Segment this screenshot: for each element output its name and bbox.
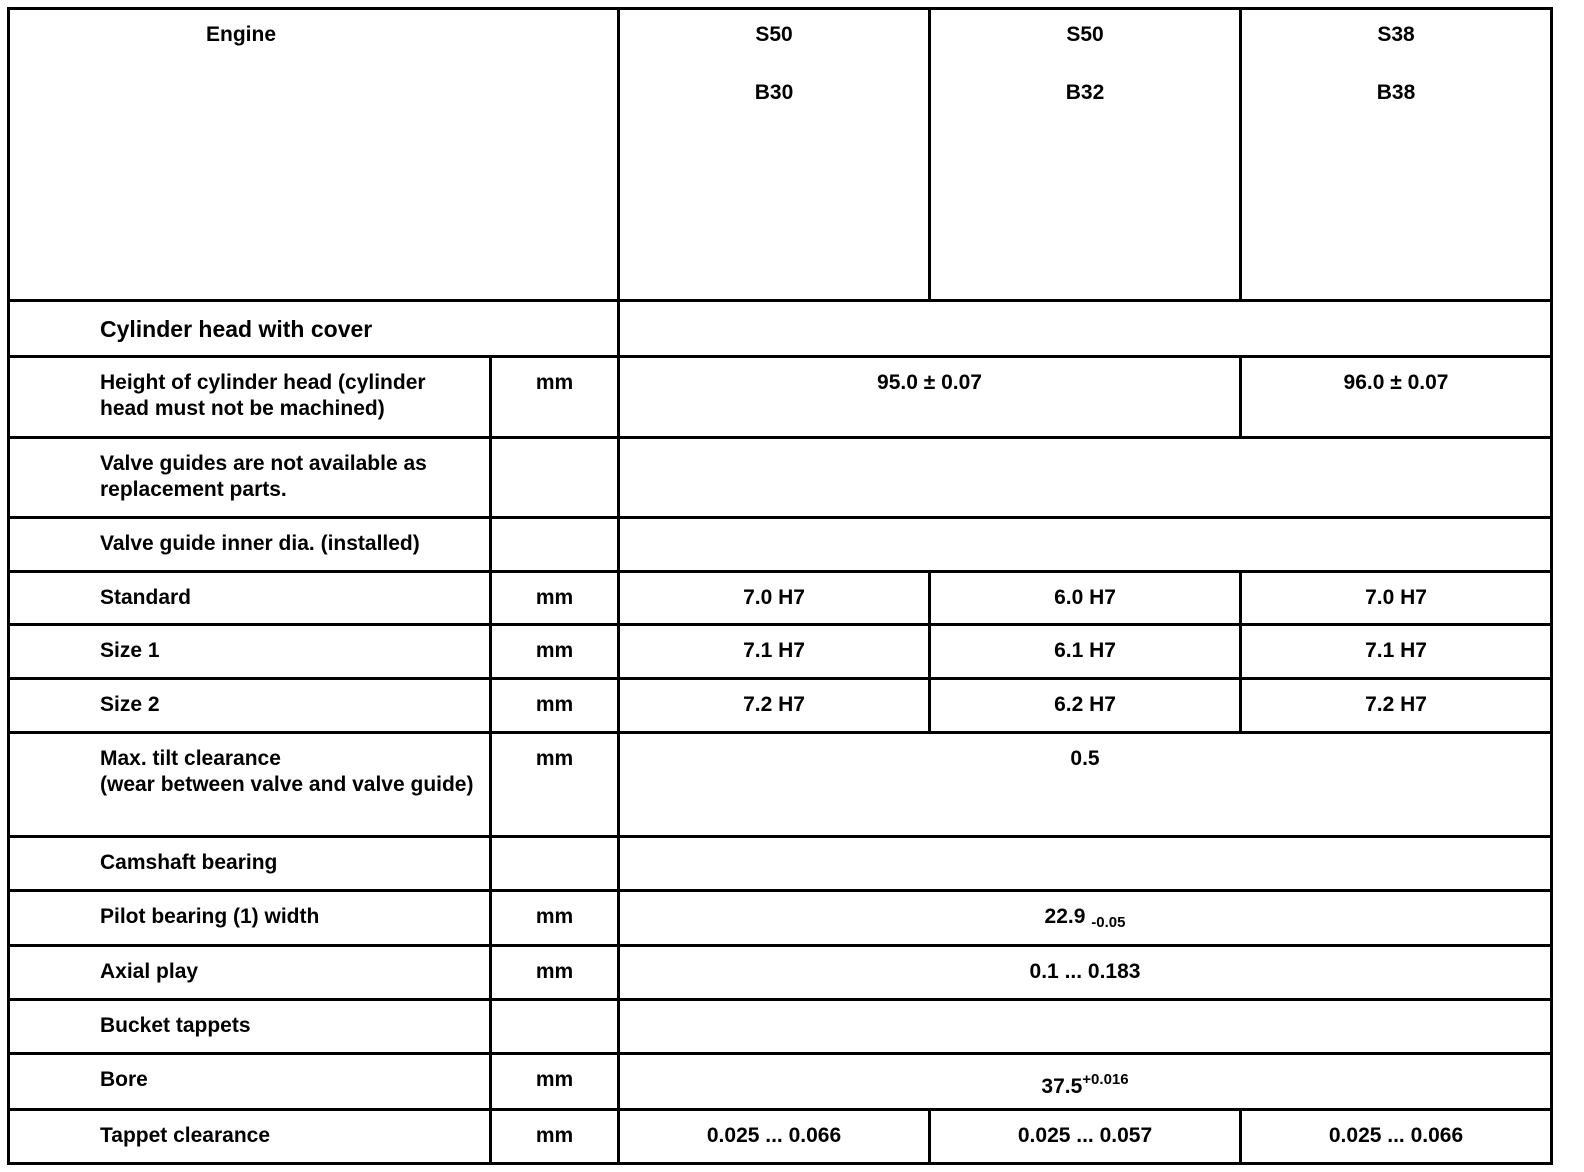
param-label: Bucket tappets [9,1000,491,1054]
value-cell: 7.0 H7 [619,572,930,625]
unit-cell: mm [491,679,619,733]
param-label: Valve guides are not available as replacement parts. [9,438,491,518]
param-label: Camshaft bearing [9,837,491,891]
value-cell: 7.2 H7 [619,679,930,733]
param-label: Height of cylinder head (cylinder head must not be machined) [9,357,491,438]
empty-cell [619,438,1552,518]
param-label-line: (wear between valve and valve guide) [100,773,474,796]
table-row [9,891,1552,946]
empty-cell [619,518,1552,572]
empty-cell [491,438,619,518]
value-cell: 95.0 ± 0.07 [619,357,1241,438]
value-cell: 7.0 H7 [1241,572,1552,625]
value-cell: 7.2 H7 [1241,679,1552,733]
value-cell: 6.0 H7 [930,572,1241,625]
engine-col-s38-b38 [1241,9,1552,301]
tolerance-superscript: +0.016 [1082,1071,1129,1088]
table-row [9,572,1552,625]
unit-cell: mm [491,625,619,679]
value-cell: 0.1 ... 0.183 [619,946,1552,1000]
param-label: Bore [9,1054,491,1110]
table-row [9,518,1552,572]
param-label: Size 1 [9,625,491,679]
value-cell: 6.1 H7 [930,625,1241,679]
empty-cell [491,837,619,891]
table-row [9,1110,1552,1164]
value-main: 37.5 [1041,1075,1083,1098]
table-row [9,733,1552,837]
tolerance-subscript: -0.05 [1091,914,1126,931]
table-row [9,679,1552,733]
table-row [9,625,1552,679]
value-cell: 0.025 ... 0.066 [619,1110,930,1164]
engine-variant: B30 [754,81,794,104]
engine-code: S50 [1066,23,1104,46]
param-label: Size 2 [9,679,491,733]
value-cell [619,891,1552,946]
value-cell: 0.025 ... 0.066 [1241,1110,1552,1164]
value-cell: 0.5 [619,733,1552,837]
table-row [9,946,1552,1000]
unit-cell: mm [491,1110,619,1164]
value-cell: 0.025 ... 0.057 [930,1110,1241,1164]
engine-code: S38 [1377,23,1415,46]
engine-code: S50 [755,23,793,46]
param-label: Standard [9,572,491,625]
value-cell: 7.1 H7 [619,625,930,679]
unit-cell: mm [491,891,619,946]
empty-cell [491,518,619,572]
table-row [9,438,1552,518]
empty-cell [491,1000,619,1054]
value-cell: 7.1 H7 [1241,625,1552,679]
unit-cell: mm [491,733,619,837]
param-label-line: Max. tilt clearance [100,747,281,770]
param-label: Valve guide inner dia. (installed) [9,518,491,572]
engine-col-s50-b30 [619,9,930,301]
table-row [9,357,1552,438]
value-cell: 96.0 ± 0.07 [1241,357,1552,438]
engine-title: Engine [9,9,619,301]
engine-variant: B32 [1065,81,1105,104]
value-cell [619,1054,1552,1110]
value-main: 22.9 [1044,905,1086,928]
table-row [9,837,1552,891]
section-row-cylinder-head [9,301,1552,357]
param-label: Tappet clearance [9,1110,491,1164]
value-cell: 6.2 H7 [930,679,1241,733]
empty-cell [619,1000,1552,1054]
table-row [9,1054,1552,1110]
unit-cell: mm [491,1054,619,1110]
header-row [9,9,1552,301]
engine-col-s50-b32 [930,9,1241,301]
unit-cell: mm [491,572,619,625]
param-label [9,733,491,837]
param-label: Pilot bearing (1) width [9,891,491,946]
table-row [9,1000,1552,1054]
section-title: Cylinder head with cover [9,301,619,357]
empty-cell [619,837,1552,891]
empty-cell [619,301,1552,357]
unit-cell: mm [491,946,619,1000]
spec-table [7,7,1553,1165]
param-label: Axial play [9,946,491,1000]
unit-cell: mm [491,357,619,438]
engine-variant: B38 [1376,81,1416,104]
